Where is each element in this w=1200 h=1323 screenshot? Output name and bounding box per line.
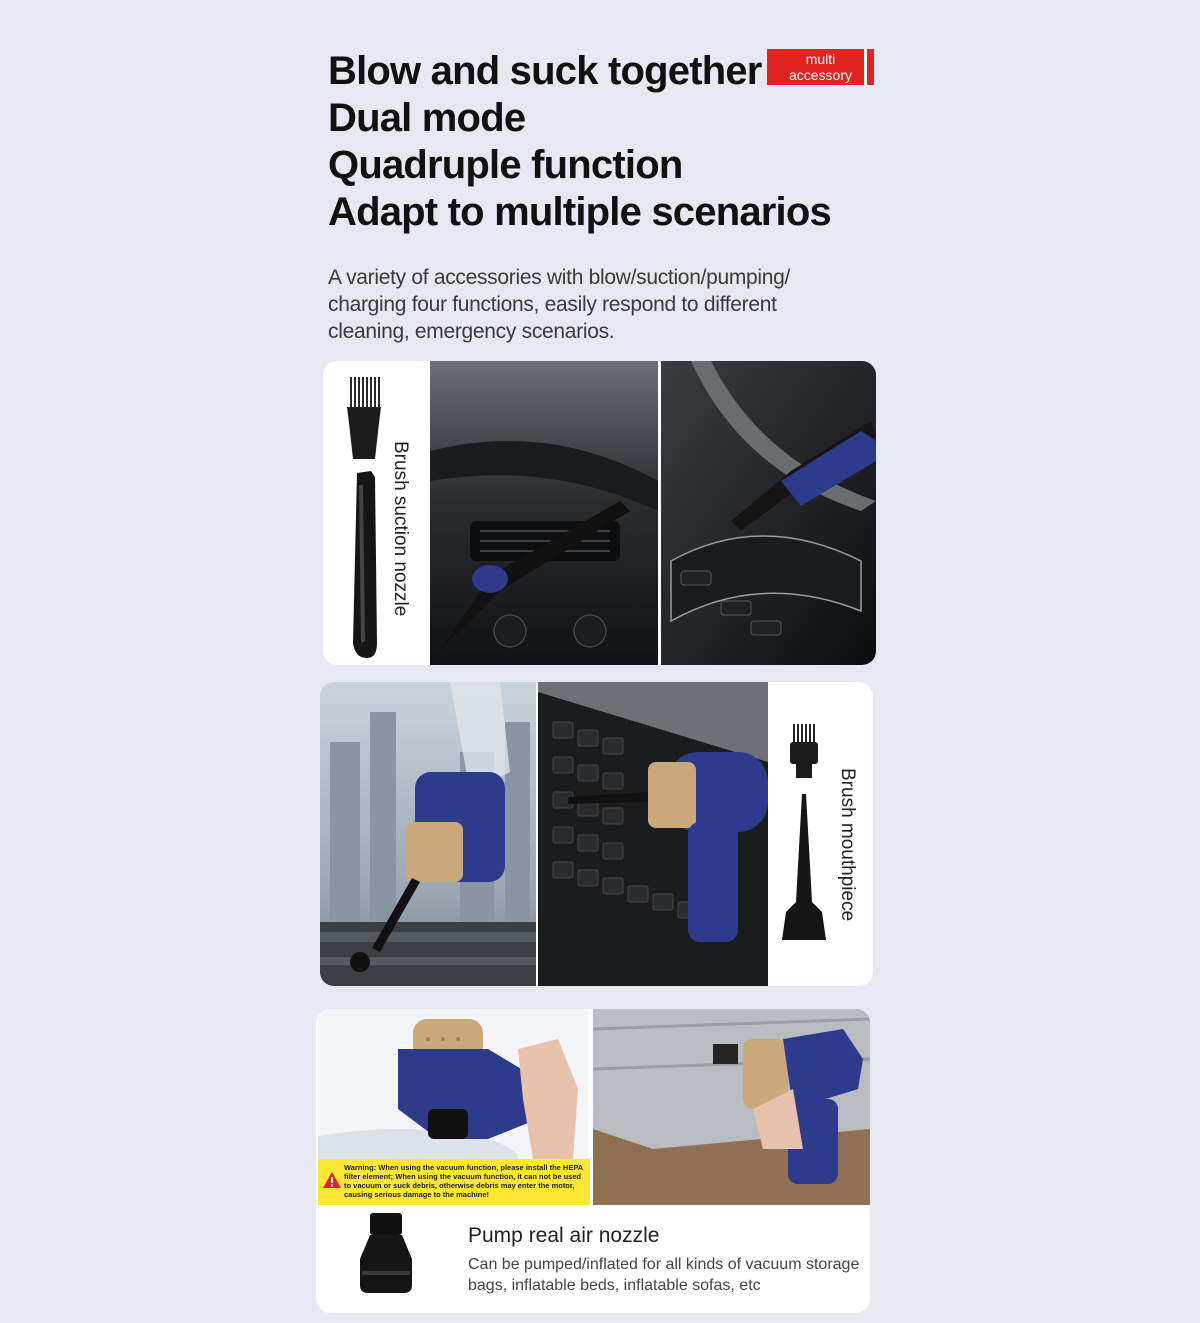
multi-accessory-badge: [767, 49, 874, 85]
headline-line-4: Adapt to multiple scenarios: [328, 190, 831, 234]
warning-text: Warning: When using the vacuum function, please install the HEPA filter element; When using the vacuum function, it can not be used to vacuum or suck debris, otherwise debris may enter the motor, causing serious damage to the machine!: [344, 1163, 583, 1199]
keyboard-photo: [538, 682, 768, 986]
car-dashboard-photo: [430, 361, 658, 665]
headline-line-2: Dual mode: [328, 96, 526, 140]
accessory-label: Brush mouthpiece: [837, 768, 858, 922]
pump-nozzle-description: Can be pumped/inflated for all kinds of vacuum storage bags, inflatable beds, inflatable sofas, etc: [468, 1256, 860, 1294]
brush-mouthpiece-icon: [782, 722, 832, 952]
warning-banner: [318, 1159, 590, 1205]
badge-line-1: multi: [805, 51, 836, 67]
pump-nozzle-title: Pump real air nozzle: [468, 1224, 660, 1247]
intro-paragraph: A variety of accessories with blow/suction/pumping/ charging four functions, easily respond to different cleaning, emergency scenarios.: [328, 266, 791, 343]
pump-nozzle-icon: [356, 1209, 416, 1299]
window-sill-photo: [320, 682, 536, 986]
headline-line-3: Quadruple function: [328, 143, 683, 187]
card-brush-suction-nozzle: [323, 361, 876, 665]
brush-nozzle-icon: [341, 373, 391, 663]
car-cupholder-photo: [661, 361, 876, 665]
inflatable-bed-photo: [593, 1009, 870, 1205]
card-brush-mouthpiece: [320, 682, 873, 986]
headline: [328, 48, 831, 236]
headline-line-1: Blow and suck together: [328, 49, 762, 93]
warning-icon: [322, 1171, 342, 1189]
accessory-label: Brush suction nozzle: [390, 441, 411, 617]
badge-line-2: accessory: [788, 67, 853, 83]
